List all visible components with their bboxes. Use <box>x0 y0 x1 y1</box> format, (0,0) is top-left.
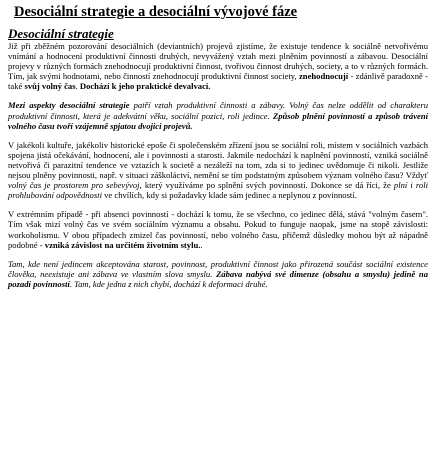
paragraph-1-text-3: . <box>75 81 80 92</box>
paragraph-5-bold-1: Zábava nabývá své dimenze (obsahu a smyslu) jedině na pozadí povinností <box>8 268 428 289</box>
paragraph-3-text-1: V jakékoli kultuře, jakékoliv historické epoše či společenském zřízení jsou se sociální roli, místem v sociálních vazbách spojena jistá očekávání, hodnocení, ale i povinnosti a starosti. Jakmile nedochází k naplnění povinností, vzniká sociálně netvořivá či parazitní tendence ve vztazích k societě a nezáleží na tom, zda si to jedinec uvědomuje či nikoli. Jestliže nejsou plněny povinnosti, např. v situaci záškoláctví, nemění se tím podstatným způsobem význam volného času? Vždyť <box>8 139 428 181</box>
paragraph-1-text-1: Již při zběžném pozorování desociálních (deviantních) projevů zjistíme, že existuje tendence k sociálně netvořivému vnímání a hodnocení produktivní činnosti druhých, nevyvážený vztah mezi plněním povinností a zábavou. Desociální projevy v různých formách znehodnocují produktivní činnost, tvořivou činnost druhých, society, a to v různých formách. Tím, jak svými hodnotami, nebo činností znehodnocují produktivní činnost society, <box>8 41 428 82</box>
paragraph-3-italic-2: plní i roli prohlubování odpovědnosti <box>8 180 428 201</box>
paragraph-1-bold-2: svůj volný čas <box>24 81 76 92</box>
paragraph-5 <box>8 259 428 289</box>
section-heading: Desociální strategie <box>8 26 114 41</box>
paragraph-3-text-2: který využíváme po splnění svých povinností. Dokonce se dá říci, že <box>141 180 394 191</box>
paragraph-2-bold-1: Mezi aspekty desociální strategie <box>8 100 130 111</box>
paragraph-5-text-2: . Tam, kde jedna z nich chybí, dochází k deformaci druhé. <box>69 278 268 289</box>
paragraph-2-bold-2: Způsob plnění povinností a způsob trávení volného času tvoří vzájemně spjatou dvojici projevů. <box>8 110 429 131</box>
paragraph-4-bold-1: vzniká závislost na určitém životním stylu. <box>44 239 201 250</box>
paragraph-4 <box>8 209 428 249</box>
paragraph-1-bold-3: Dochází k jeho praktické devalvaci. <box>79 81 211 92</box>
paragraph-1 <box>8 41 428 91</box>
paragraph-3-text-3: ve chvílích, kdy si požadavky klade sám jedinec a neplynou z povinností. <box>101 190 357 201</box>
paragraph-5-text-1: Tam, kde není jedincem akceptována starost, povinnost, produktivní činnost jako přirozená součást sociální existence člověka, neexistuje ani zábava ve vlastním slova smyslu. <box>8 258 428 279</box>
paragraph-4-text-1: V extrémním případě - při absenci povinností - dochází k tomu, že se všechno, co jedinec dělá, stává "volným časem". Tím však mizí volný čas ve svém sociálním významu a obsahu. Pokud to funguje naopak, jsme na stopě závislosti: workoholismu. V obou případech zmizel čas povinností, nebo volného času, přičemž důsledky mohou být až nápadně podobné - <box>8 209 428 250</box>
paragraph-4-text-2: . <box>200 239 203 250</box>
paragraph-1-bold-1: znehodnocují <box>298 71 349 82</box>
paragraph-1-text-2: - zdánlivě paradoxně - také <box>8 71 428 92</box>
paragraph-2-text-1: patří vztah produktivní činnosti a zábavy. Volný čas nelze oddělit od charakteru produktivní činnosti, která je adekvátní věku, sociální pozici, roli jedince. <box>8 100 429 121</box>
paragraph-3-italic-1: volný čas je prostorem pro sebevývoj, <box>8 180 142 191</box>
paragraph-2 <box>8 100 428 130</box>
paragraph-3 <box>8 140 428 201</box>
page-title: Desociální strategie a desociální vývojové fáze <box>14 4 298 20</box>
